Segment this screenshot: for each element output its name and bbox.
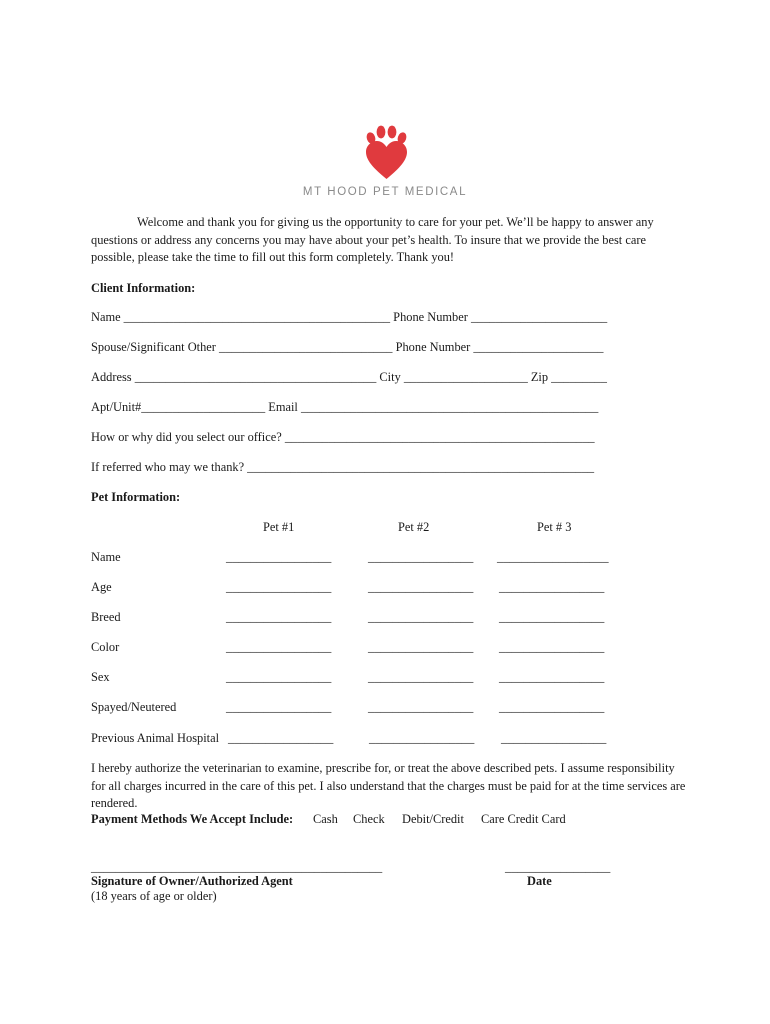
pet1-hospital-blank[interactable]: _________________ — [228, 731, 334, 745]
pet-info-heading: Pet Information: — [91, 490, 181, 504]
pet3-age-blank[interactable]: _________________ — [499, 580, 605, 594]
apt-email-field[interactable]: Apt/Unit#____________________ Email ________________________________________________ — [91, 400, 599, 414]
pet3-spayed-blank[interactable]: _________________ — [499, 700, 605, 714]
pet2-sex-blank[interactable]: _________________ — [368, 670, 474, 684]
address-field[interactable]: Address _______________________________________ City ____________________ Zip _________ — [91, 370, 607, 384]
pet1-color-blank[interactable]: _________________ — [226, 640, 332, 654]
pet-column-3: Pet # 3 — [537, 520, 572, 534]
payment-method-check: Check — [353, 812, 385, 826]
pet-row-label: Spayed/Neutered — [91, 700, 177, 714]
pet3-hospital-blank[interactable]: _________________ — [501, 731, 607, 745]
pet1-breed-blank[interactable]: _________________ — [226, 610, 332, 624]
pet3-name-blank[interactable]: __________________ — [497, 550, 609, 564]
pet1-name-blank[interactable]: _________________ — [226, 550, 332, 564]
pet3-breed-blank[interactable]: _________________ — [499, 610, 605, 624]
pet-row-label: Color — [91, 640, 120, 654]
date-label: Date — [527, 874, 552, 888]
pet2-name-blank[interactable]: _________________ — [368, 550, 474, 564]
client-info-heading: Client Information: — [91, 281, 196, 295]
paw-heart-icon — [363, 124, 409, 180]
pet2-hospital-blank[interactable]: _________________ — [369, 731, 475, 745]
pet1-age-blank[interactable]: _________________ — [226, 580, 332, 594]
referred-field[interactable]: If referred who may we thank? ________________________________________________________ — [91, 460, 595, 474]
spouse-field[interactable]: Spouse/Significant Other ____________________________ Phone Number _____________________ — [91, 340, 604, 354]
pet-row-label: Breed — [91, 610, 121, 624]
authorization-text: I hereby authorize the veterinarian to examine, prescribe for, or treat the above described pets. I assume responsibility for all charges incurred in the care of this pet. I also understand that the charges must be paid for at the time services are rendered. — [91, 761, 686, 810]
date-field[interactable]: _________________ — [505, 860, 611, 874]
pet2-age-blank[interactable]: _________________ — [368, 580, 474, 594]
pet3-color-blank[interactable]: _________________ — [499, 640, 605, 654]
client-name-field[interactable]: Name ___________________________________________ Phone Number ______________________ — [91, 310, 608, 324]
age-note: (18 years of age or older) — [91, 889, 217, 903]
pet-row-label: Previous Animal Hospital — [91, 731, 220, 745]
pet2-breed-blank[interactable]: _________________ — [368, 610, 474, 624]
pet2-color-blank[interactable]: _________________ — [368, 640, 474, 654]
brand-name: MT HOOD PET MEDICAL — [302, 186, 468, 198]
intro-text: Welcome and thank you for giving us the opportunity to care for your pet. We’ll be happy to answer any questions or address any concerns you may have about your pet’s health. To insure that we provide the best care possible, please take the time to fill out this form completely. Thank you! — [91, 215, 654, 264]
pet-row-label: Age — [91, 580, 112, 594]
signature-field[interactable]: _______________________________________________ — [91, 860, 383, 874]
payment-method-debit-credit: Debit/Credit — [402, 812, 464, 826]
pet1-sex-blank[interactable]: _________________ — [226, 670, 332, 684]
pet-column-1: Pet #1 — [263, 520, 295, 534]
payment-label: Payment Methods We Accept Include: — [91, 812, 294, 826]
pet-row-label: Name — [91, 550, 121, 564]
reason-field[interactable]: How or why did you select our office? __________________________________________________ — [91, 430, 595, 444]
signature-label: Signature of Owner/Authorized Agent — [91, 874, 293, 888]
pet-row-label: Sex — [91, 670, 110, 684]
payment-method-cash: Cash — [313, 812, 338, 826]
pet1-spayed-blank[interactable]: _________________ — [226, 700, 332, 714]
payment-method-care-credit: Care Credit Card — [481, 812, 566, 826]
pet3-sex-blank[interactable]: _________________ — [499, 670, 605, 684]
intro-paragraph — [91, 214, 681, 267]
pet-column-2: Pet #2 — [398, 520, 430, 534]
pet2-spayed-blank[interactable]: _________________ — [368, 700, 474, 714]
